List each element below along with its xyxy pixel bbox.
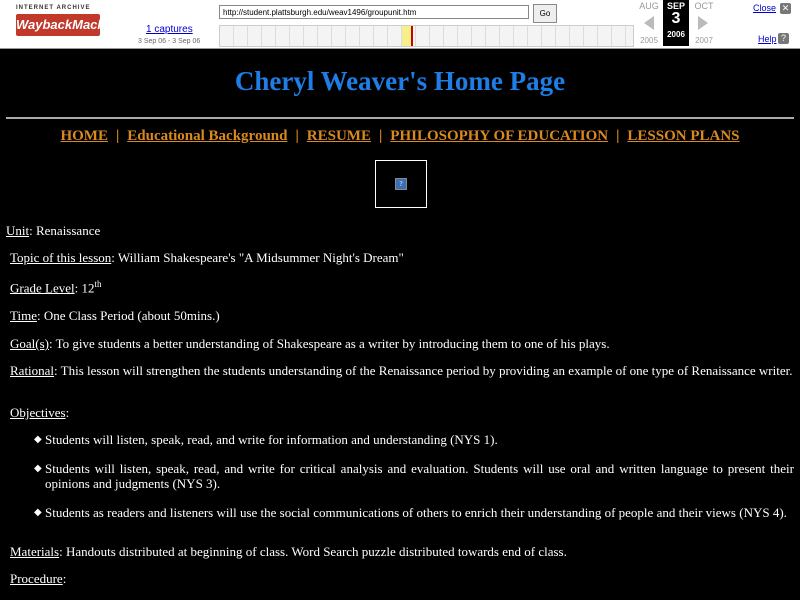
current-capture-date <box>663 0 689 46</box>
rational-value: : This lesson will strengthen the students understanding of the Renaissance period by providing an example of one type of Renaissance writer. <box>54 363 793 378</box>
prev-month-label: AUG <box>639 1 659 11</box>
grade-row <box>10 279 102 296</box>
procedure-colon: : <box>62 571 67 586</box>
objective-text: Students will listen, speak, read, and write for critical analysis and evaluation. Students will use oral and written language to present their opinions and judgments (NYS 3). <box>45 461 794 491</box>
next-arrow-icon <box>698 16 708 30</box>
diamond-bullet-icon: ◆ <box>34 434 42 445</box>
objective-text: Students as readers and listeners will use the social communications of others to enrich their understanding of people and their views (NYS 4). <box>45 505 787 520</box>
list-item <box>34 432 794 447</box>
time-value: : One Class Period (about 50mins.) <box>36 308 220 323</box>
diamond-bullet-icon: ◆ <box>34 463 42 474</box>
rational-label: Rational <box>10 363 55 378</box>
materials-label: Materials <box>10 544 60 559</box>
materials-row <box>10 544 567 560</box>
list-item <box>34 461 794 491</box>
current-month: SEP <box>666 1 685 11</box>
help-icon[interactable]: ? <box>778 33 789 44</box>
prev-arrow-icon <box>644 16 654 30</box>
captures-range: 3 Sep 06 - 3 Sep 06 <box>138 38 201 45</box>
unit-row <box>6 223 100 239</box>
diamond-bullet-icon: ◆ <box>34 507 42 518</box>
capture-timeline[interactable] <box>219 25 634 47</box>
broken-image-icon: ? <box>395 178 407 190</box>
grade-suffix: th <box>94 279 102 289</box>
grade-label: Grade Level <box>10 280 75 296</box>
next-year-label: 2007 <box>695 36 713 45</box>
main-nav <box>0 128 800 145</box>
image-placeholder <box>375 160 427 208</box>
captures-link[interactable]: 1 captures <box>146 24 193 35</box>
nav-separator: | <box>378 128 383 144</box>
timeline-capture-marker[interactable] <box>411 26 413 46</box>
wayback-toolbar <box>0 0 800 49</box>
nav-philosophy-of-education[interactable]: PHILOSOPHY OF EDUCATION <box>390 128 609 144</box>
wayback-logo[interactable] <box>10 5 125 41</box>
nav-home[interactable]: HOME <box>60 128 108 144</box>
grade-value: : 12 <box>74 280 95 296</box>
unit-label: Unit <box>6 223 30 238</box>
nav-separator: | <box>295 128 299 144</box>
procedure-row <box>10 571 66 587</box>
unit-value: : Renaissance <box>29 223 101 238</box>
go-button[interactable]: Go <box>533 4 557 23</box>
prev-year-label: 2005 <box>640 36 658 45</box>
materials-value: : Handouts distributed at beginning of class. Word Search puzzle distributed towards end of class. <box>59 544 567 559</box>
procedure-label: Procedure <box>10 571 63 586</box>
objectives-list <box>34 432 794 534</box>
nav-educational-background[interactable]: Educational Background <box>127 128 288 144</box>
topic-value: : William Shakespeare's "A Midsummer Night's Dream" <box>111 250 404 265</box>
wayback-logo-main-text: WaybackMachine <box>16 14 100 36</box>
next-month-label: OCT <box>694 1 714 11</box>
time-row <box>10 308 220 324</box>
goals-row <box>10 336 610 352</box>
topic-row <box>10 250 404 266</box>
current-day: 3 <box>671 10 681 27</box>
objectives-row <box>10 405 69 421</box>
rational-row <box>10 363 794 378</box>
nav-separator: | <box>115 128 120 144</box>
nav-separator: | <box>616 128 620 144</box>
page-title: Cheryl Weaver's Home Page <box>234 66 566 96</box>
list-item <box>34 505 794 520</box>
close-icon[interactable]: ✕ <box>781 3 790 13</box>
nav-lesson-plans[interactable]: LESSON PLANS <box>627 128 740 144</box>
help-link[interactable]: Help <box>758 34 777 44</box>
goals-label: Goal(s) <box>10 336 49 351</box>
objectives-colon: : <box>65 405 70 420</box>
close-link[interactable]: Close <box>753 3 777 13</box>
url-input[interactable]: http://student.plattsburgh.edu/weav1496/groupunit.htm <box>219 5 529 19</box>
divider <box>6 117 794 119</box>
topic-label: Topic of this lesson <box>10 250 112 265</box>
objectives-label: Objectives <box>10 405 66 420</box>
nav-resume[interactable]: RESUME <box>306 128 371 144</box>
goals-value: : To give students a better understanding of Shakespeare as a writer by introducing them to one of his plays. <box>49 336 610 351</box>
time-label: Time <box>10 308 37 323</box>
objective-text: Students will listen, speak, read, and write for information and understanding (NYS 1). <box>45 432 498 447</box>
current-year: 2006 <box>667 30 685 39</box>
wayback-logo-top-text: INTERNET ARCHIVE <box>16 5 91 11</box>
